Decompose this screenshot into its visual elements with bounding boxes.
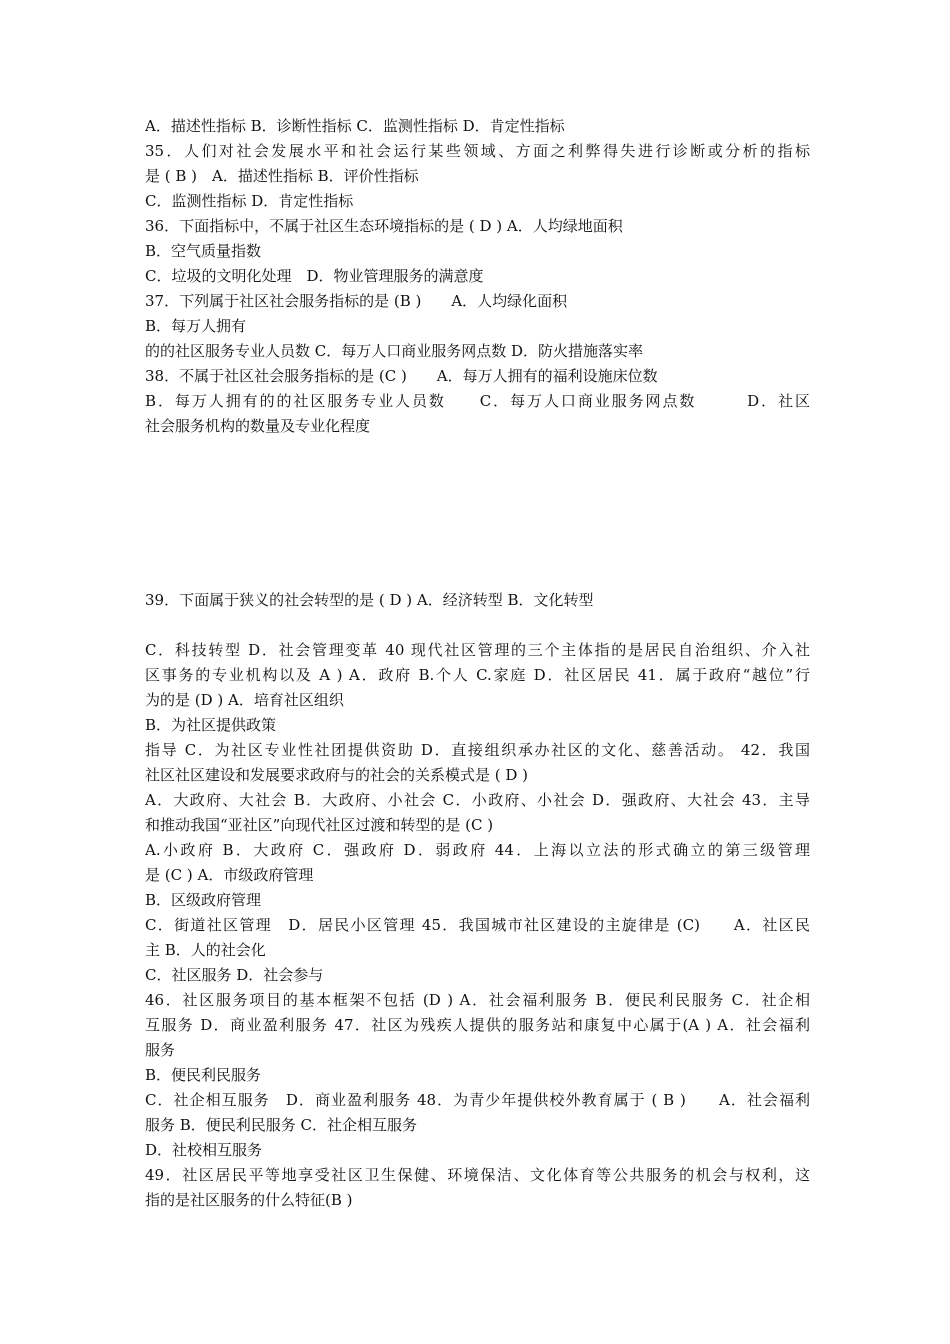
text-line: 服务 (145, 1041, 176, 1059)
text-line: 为的是 (D ) A．培育社区组织 (145, 691, 344, 709)
text-line: C．科技转型 D．社会管理变革 40 现代社区管理的三个主体指的是居民自治组织、介入社 (145, 641, 810, 659)
text-line: 社会服务机构的数量及专业化程度 (145, 417, 371, 435)
text-line: C．垃圾的文明化处理 D．物业管理服务的满意度 (145, 267, 484, 285)
text-line: 35．人们对社会发展水平和社会运行某些领域、方面之利弊得失进行诊断或分析的指标 (145, 142, 810, 160)
text-line: B．每万人拥有的的社区服务专业人员数 C．每万人口商业服务网点数 D．社区 (145, 392, 810, 410)
text-line: 46．社区服务项目的基本框架不包括 (D ) A．社会福利服务 B．便民利民服务 C．社企相 (145, 991, 810, 1009)
text-block-top (145, 114, 810, 439)
text-line: A．大政府、大社会 B．大政府、小社会 C．小政府、小社会 D．强政府、大社会 43．主导 (145, 791, 810, 809)
text-line: C．社区服务 D．社会参与 (145, 966, 324, 984)
text-line: C．监测性指标 D．肯定性指标 (145, 192, 354, 210)
text-line: 指的是社区服务的什么特征(B ) (145, 1191, 353, 1209)
text-block-bottom (145, 638, 810, 1213)
text-line: D．社校相互服务 (145, 1141, 263, 1159)
text-line: 和推动我国“亚社区”向现代社区过渡和转型的是 (C ) (145, 816, 494, 834)
text-line: 指导 C．为社区专业性社团提供资助 D．直接组织承办社区的文化、慈善活动。 42．我国 (145, 741, 810, 759)
text-line: 是 (C ) A．市级政府管理 (145, 866, 314, 884)
text-block-middle (145, 588, 810, 613)
text-line: 37．下列属于社区社会服务指标的是 (B ) A．人均绿化面积 (145, 292, 568, 310)
text-line: B．每万人拥有 (145, 317, 247, 335)
text-line: 49．社区居民平等地享受社区卫生保健、环境保洁、文化体育等公共服务的机会与权利，这 (145, 1166, 810, 1184)
text-line: A.小政府 B．大政府 C．强政府 D．弱政府 44．上海以立法的形式确立的第三级管理 (145, 841, 810, 859)
text-line: C．社企相互服务 D．商业盈利服务 48．为青少年提供校外教育属于 ( B ) A．社会福利 (145, 1091, 810, 1109)
text-line: 区事务的专业机构以及 A ) A．政府 B.个人 C.家庭 D．社区居民 41．属于政府“越位”行 (145, 666, 810, 684)
text-line: 社区社区建设和发展要求政府与的社会的关系模式是 ( D ) (145, 766, 529, 784)
text-line: A．描述性指标 B．诊断性指标 C．监测性指标 D．肯定性指标 (145, 117, 565, 135)
text-line: 互服务 D．商业盈利服务 47．社区为残疾人提供的服务站和康复中心属于(A ) A．社会福利 (145, 1016, 810, 1034)
text-line: B．为社区提供政策 (145, 716, 277, 734)
text-line: 38．不属于社区社会服务指标的是 (C ) A．每万人拥有的福利设施床位数 (145, 367, 658, 385)
text-line: 是 ( B ) A．描述性指标 B．评价性指标 (145, 167, 419, 185)
text-line: C．街道社区管理 D．居民小区管理 45．我国城市社区建设的主旋律是 (C) A．社区民 (145, 916, 810, 934)
text-line: 主 B．人的社会化 (145, 941, 266, 959)
text-line: B．区级政府管理 (145, 891, 262, 909)
text-line: 36．下面指标中，不属于社区生态环境指标的是 ( D ) A．人均绿地面积 (145, 217, 623, 235)
text-line: 服务 B．便民利民服务 C．社企相互服务 (145, 1116, 418, 1134)
text-line: 的的社区服务专业人员数 C．每万人口商业服务网点数 D．防火措施落实率 (145, 342, 644, 360)
text-line: B．便民利民服务 (145, 1066, 262, 1084)
text-line: 39．下面属于狭义的社会转型的是 ( D ) A．经济转型 B．文化转型 (145, 591, 594, 609)
text-line: B．空气质量指数 (145, 242, 262, 260)
